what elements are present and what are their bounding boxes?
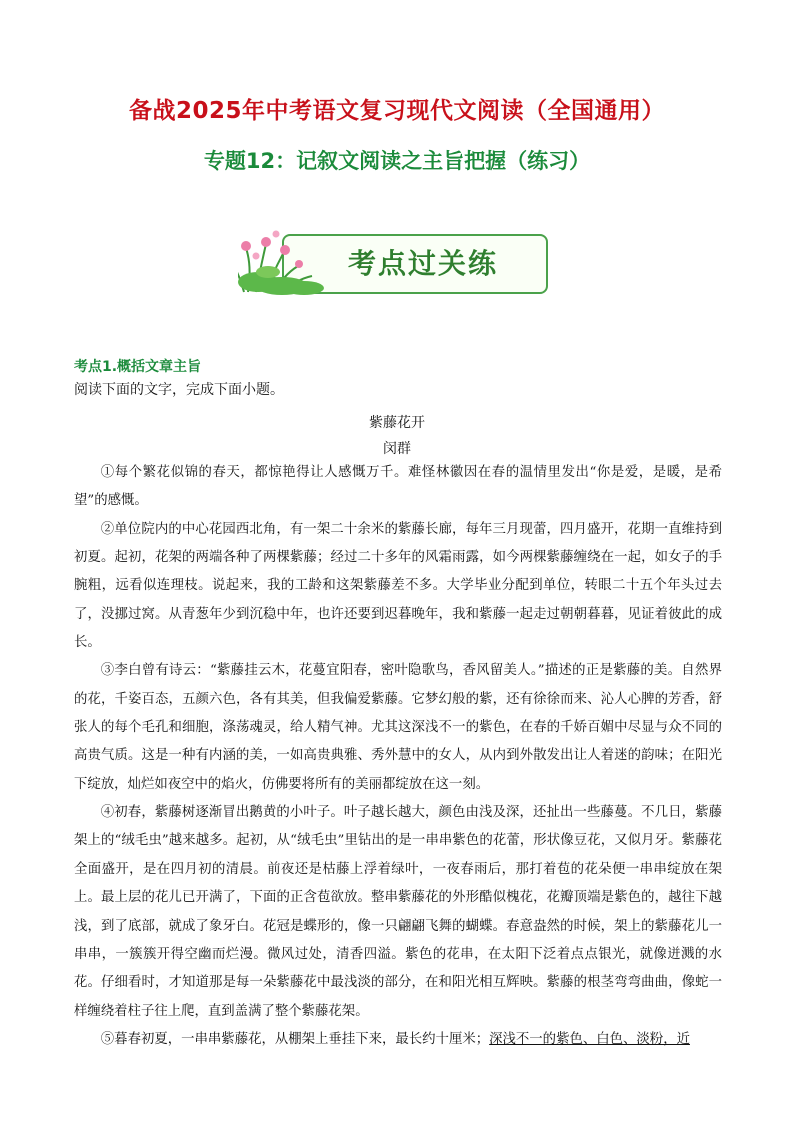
paragraph-1: ①每个繁花似锦的春天，都惊艳得让人感慨万千。难怪林徽因在春的温情里发出“你是爱，是暖，是希望”的感慨。 — [74, 465, 722, 509]
paragraph-3: ③李白曾有诗云：“紫藤挂云木，花蔓宜阳春，密叶隐歌鸟，香风留美人。”描述的正是紫藤的美。自然界的花，千姿百态，五颜六色，各有其美，但我偏爱紫藤。它梦幻般的紫，还有徐徐而来、沁人心脾的芳香，舒张人的每个毛孔和细胞，涤荡魂灵，给人精气神。尤其这深浅不一的紫色，在春的千娇百媚中尽显与众不同的高贵气质。这是一种有内涵的美，一如高贵典雅、秀外慧中的女人，从内到外散发出让人着迷的韵味；在阳光下绽放，灿烂如夜空中的焰火，仿佛要将所有的美丽都绽放在这一刻。 — [74, 663, 722, 792]
flower-grass-icon — [238, 226, 348, 298]
document-title: 备战2025年中考语文复习现代文阅读（全国通用） — [128, 98, 665, 124]
article-author: 闵群 — [383, 441, 411, 457]
paragraph-4: ④初春，紫藤树逐渐冒出鹅黄的小叶子。叶子越长越大，颜色由浅及深，还扯出一些藤蔓。不几日，紫藤架上的“绒毛虫”越来越多。起初，从“绒毛虫”里钻出的是一串串紫色的花蕾，形状像豆花，又似月牙。紫藤花全面盛开，是在四月初的清晨。前夜还是枯藤上浮着绿叶，一夜春雨后，那打着苞的花朵便一串串绽放在架上。最上层的花儿已开满了，下面的正含苞欲放。整串紫藤花的外形酷似槐花，花瓣顶端是紫色的，越往下越浅，到了底部，就成了象牙白。花冠是蝶形的，像一只翩翩飞舞的蝴蝶。春意盎然的时候，架上的紫藤花儿一串串，一簇簇开得空幽而烂漫。微风过处，清香四溢。紫色的花串，在太阳下泛着点点银光，就像迸溅的水花。仔细看时，才知道那是每一朵紫藤花中最浅淡的部分，在和阳光相互辉映。紫藤的根茎弯弯曲曲，像蛇一样缠绕着柱子往上爬，直到盖满了整个紫藤花架。 — [74, 805, 722, 1019]
banner-label: 考点过关练 — [348, 247, 499, 280]
section-heading: 考点1.概括文章主旨 — [74, 359, 202, 375]
article-title: 紫藤花开 — [369, 415, 425, 431]
instruction-text: 阅读下面的文字，完成下面小题。 — [74, 382, 284, 398]
paragraph-5-text: ⑤暮春初夏，一串串紫藤花，从棚架上垂挂下来，最长约十厘米； — [100, 1031, 490, 1047]
paragraph-5 — [74, 1026, 722, 1054]
document-subtitle: 专题12：记叙文阅读之主旨把握（练习） — [203, 149, 591, 173]
article-body — [74, 459, 722, 1054]
paragraph-2: ②单位院内的中心花园西北角，有一架二十余米的紫藤长廊，每年三月现蕾，四月盛开，花期一直维持到初夏。起初，花架的两端各种了两棵紫藤；经过二十多年的风霜雨露，如今两棵紫藤缠绕在一起，如女子的手腕粗，远看似连理枝。说起来，我的工龄和这架紫藤差不多。大学毕业分配到单位，转眼二十五个年头过去了，没挪过窝。从青葱年少到沉稳中年，也许还要到迟暮晚年，我和紫藤一起走过朝朝暮暮，见证着彼此的成长。 — [74, 521, 722, 651]
underlined-sentence: 深浅不一的紫色、白色、淡粉，近 — [489, 1031, 690, 1047]
banner — [238, 226, 550, 298]
